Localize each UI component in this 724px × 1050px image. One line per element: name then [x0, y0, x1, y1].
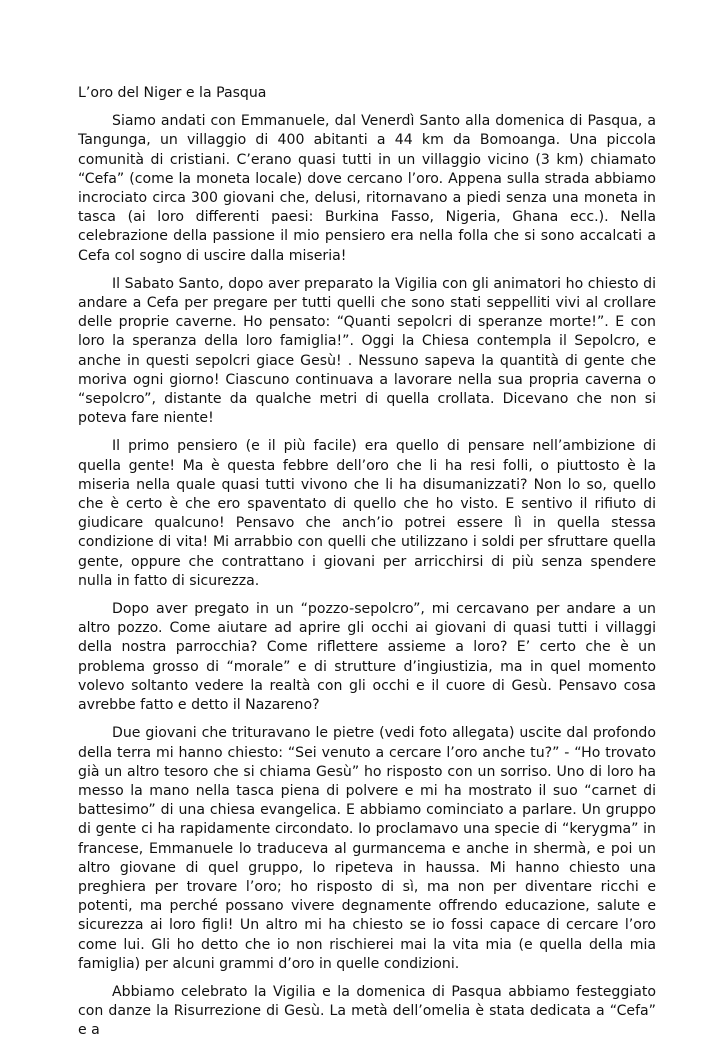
paragraph-6: Abbiamo celebrato la Vigilia e la domenica di Pasqua abbiamo festeggiato con danze la Risurrezione di Gesù. La metà dell’omelia è stata dedicata a “Cefa” e a [78, 983, 656, 1039]
document-title: L’oro del Niger e la Pasqua [78, 85, 267, 101]
paragraph-4: Dopo aver pregato in un “pozzo-sepolcro”, mi cercavano per andare a un altro pozzo. Come aiutare ad aprire gli occhi ai giovani di quasi tutti i villaggi della nostra parrocchia? Come riflettere assieme a loro? E’ certo che è un problema grosso di “morale” e di strutture d’ingiustizia, ma in quel momento volevo soltanto vedere la realtà con gli occhi e il cuore di Gesù. Pensavo cosa avrebbe fatto e detto il Nazareno? [78, 601, 656, 714]
paragraph-1: Siamo andati con Emmanuele, dal Venerdì Santo alla domenica di Pasqua, a Tangunga, un villaggio di 400 abitanti a 44 km da Bomoanga. Una piccola comunità di cristiani. C’erano quasi tutti in un villaggio vicino (3 km) chiamato “Cefa” (come la moneta locale) dove cercano l’oro. Appena sulla strada abbiamo incrociato circa 300 giovani che, delusi, ritornavano a piedi senza una moneta in tasca (ai loro differenti paesi: Burkina Fasso, Nigeria, Ghana ecc.). Nella celebrazione della passione il mio pensiero era nella folla che si sono accalcati a Cefa col sogno di uscire dalla miseria! [78, 113, 656, 264]
paragraph-5: Due giovani che trituravano le pietre (vedi foto allegata) uscite dal profondo della terra mi hanno chiesto: “Sei venuto a cercare l’oro anche tu?” - “Ho trovato già un altro tesoro che si chiama Gesù” ho risposto con un sorriso. Uno di loro ha messo la mano nella tasca piena di polvere e mi ha mostrato il suo “carnet di battesimo” di una chiesa evangelica. E abbiamo cominciato a parlare. Un gruppo di gente ci ha rapidamente circondato. Io proclamavo una specie di “kerygma” in francese, Emmanuele lo traduceva al gurmancema e anche in shermà, e poi un altro giovane di quel gruppo, lo ripeteva in haussa. Mi hanno chiesto una preghiera per trovare l’oro; ho risposto di sì, ma non per diventare ricchi e potenti, ma perché possano vivere degnamente offrendo educazione, salute e sicurezza ai loro figli! Un altro mi ha chiesto se io fossi capace di cercare l’oro come lui. Gli ho detto che io non rischierei mai la vita mia (e quella della mia famiglia) per alcuni grammi d’oro in quelle condizioni. [78, 725, 656, 972]
paragraph-2: Il Sabato Santo, dopo aver preparato la Vigilia con gli animatori ho chiesto di andare a Cefa per pregare per tutti quelli che sono stati seppelliti vivi al crollare delle proprie caverne. Ho pensato: “Quanti sepolcri di speranze morte!”. E con loro la speranza della loro famiglia!”. Oggi la Chiesa contempla il Sepolcro, e anche in questi sepolcri giace Gesù! . Nessuno sapeva la quantità di gente che moriva ogni giorno! Ciascuno continuava a lavorare nella sua propria caverna o “sepolcro”, distante da qualche metri di quella crollata. Dicevano che non si poteva fare niente! [78, 275, 656, 427]
paragraph-3: Il primo pensiero (e il più facile) era quello di pensare nell’ambizione di quella gente! Ma è questa febbre dell’oro che li ha resi folli, o piuttosto è la miseria nella quale quasi tutti vivono che li ha disumanizzati? Non lo so, quello che è certo è che ero spaventato di quello che ho visto. E sentivo il rifiuto di giudicare qualcuno! Pensavo che anch’io potrei essere lì in quella stessa condizione di vita! Mi arrabbio con quelli che utilizzano i soldi per sfruttare quella gente, oppure che contrattano i giovani per arricchirsi di più senza spendere nulla in fatto di sicurezza. [78, 438, 656, 589]
document-page [78, 84, 656, 1050]
